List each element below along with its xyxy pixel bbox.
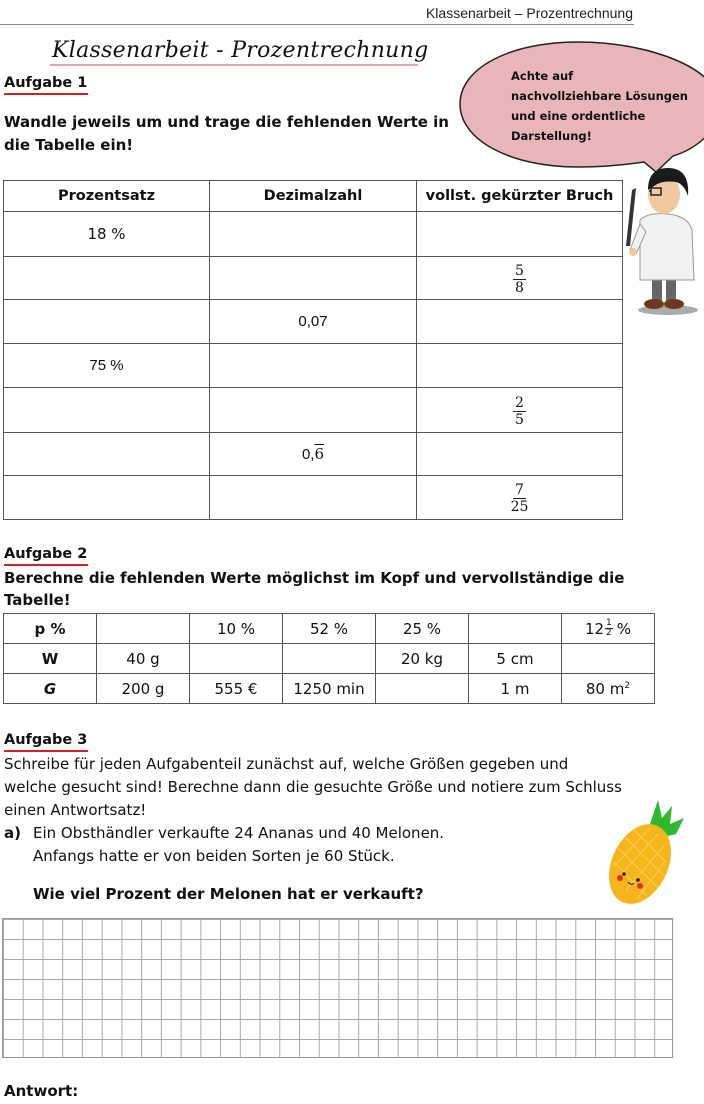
- cell-fraction[interactable]: [417, 476, 623, 520]
- fraction-numerator: 5: [515, 262, 524, 279]
- instruction-line: Wandle jeweils um und trage die fehlenden Werte in: [4, 113, 449, 131]
- table-row: [4, 344, 623, 388]
- cell-percent[interactable]: [4, 476, 210, 520]
- row-label-w: W: [4, 644, 97, 674]
- table-row: [4, 388, 623, 433]
- mixed-whole: 12: [584, 619, 605, 638]
- pineapple-illustration-icon: [598, 798, 688, 910]
- speech-bubble-text: [511, 66, 688, 146]
- task3-heading: Aufgabe 3: [4, 732, 88, 748]
- task1-heading-underline: [4, 93, 88, 95]
- cell-w[interactable]: [190, 644, 283, 674]
- col-header-fraction: vollst. gekürzter Bruch: [417, 181, 623, 212]
- decimal-prefix: 0,: [301, 446, 315, 463]
- table-row: [4, 212, 623, 257]
- running-header: Klassenarbeit – Prozentrechnung: [425, 5, 633, 21]
- cell-p[interactable]: [97, 614, 190, 644]
- cell-percent[interactable]: [4, 433, 210, 476]
- table-row: [4, 257, 623, 300]
- bubble-line: nachvollziehbare Lösungen: [511, 89, 688, 103]
- table-header-row: [4, 181, 623, 212]
- title-underline: [50, 64, 418, 66]
- cell-fraction[interactable]: [417, 388, 623, 433]
- intro-line: welche gesucht sind! Berechne dann die gesuchte Größe und notiere zum Schluss: [4, 778, 622, 796]
- cell-w[interactable]: 40 g: [97, 644, 190, 674]
- professor-illustration-icon: [618, 160, 704, 320]
- cell-decimal[interactable]: [210, 433, 417, 476]
- task1-instruction: [4, 111, 449, 157]
- header-divider: [0, 24, 634, 25]
- cell-p[interactable]: 25 %: [376, 614, 469, 644]
- instruction-line: Berechne die fehlenden Werte möglichst im Kopf und vervollständige die: [4, 569, 625, 587]
- fraction-denominator: 2: [606, 628, 612, 638]
- answer-label: Antwort:: [4, 1082, 79, 1100]
- task3-intro: [4, 753, 622, 822]
- intro-line: Schreibe für jeden Aufgabenteil zunächst auf, welche Größen gegeben und: [4, 755, 569, 773]
- area-exponent: 2: [624, 680, 631, 691]
- cell-g[interactable]: [562, 674, 655, 704]
- table-row-p: [4, 614, 655, 644]
- cell-percent[interactable]: [4, 388, 210, 433]
- fraction: [513, 263, 526, 296]
- percent-value-table: [3, 613, 655, 704]
- area-value: 80 m: [585, 679, 625, 698]
- cell-g[interactable]: [376, 674, 469, 704]
- cell-w[interactable]: [562, 644, 655, 674]
- intro-line: einen Antwortsatz!: [4, 801, 147, 819]
- cell-percent[interactable]: [4, 257, 210, 300]
- cell-g[interactable]: 1250 min: [283, 674, 376, 704]
- col-header-decimal: Dezimalzahl: [210, 181, 417, 212]
- cell-fraction[interactable]: [417, 212, 623, 257]
- fraction-numerator: 7: [515, 482, 524, 498]
- cell-g[interactable]: 1 m: [469, 674, 562, 704]
- task2-instruction: [4, 567, 624, 611]
- fraction: [513, 395, 526, 428]
- part-a-line: Anfangs hatte er von beiden Sorten je 60 Stück.: [33, 847, 395, 865]
- fraction-denominator: 25: [510, 499, 529, 515]
- cell-decimal[interactable]: 0,07: [210, 300, 417, 344]
- fraction-denominator: 5: [515, 411, 524, 428]
- cell-fraction[interactable]: [417, 433, 623, 476]
- table-row-w: [4, 644, 655, 674]
- answer-grid[interactable]: [2, 918, 673, 1058]
- task2-heading: Aufgabe 2: [4, 546, 88, 562]
- percent-unit: %: [616, 619, 632, 638]
- fraction: [509, 482, 531, 515]
- instruction-line: die Tabelle ein!: [4, 136, 134, 154]
- row-label-p: p %: [4, 614, 97, 644]
- fraction-numerator: 2: [515, 394, 524, 411]
- cell-p[interactable]: [469, 614, 562, 644]
- fraction-denominator: 8: [515, 279, 524, 296]
- table-row: [4, 300, 623, 344]
- bubble-line: Achte auf: [511, 69, 574, 83]
- mixed-number: [585, 619, 631, 638]
- fraction-numerator: 1: [606, 618, 612, 628]
- part-a-label: a): [4, 824, 21, 842]
- cell-percent[interactable]: 18 %: [4, 212, 210, 257]
- cell-percent[interactable]: 75 %: [4, 344, 210, 388]
- task1-heading: Aufgabe 1: [4, 75, 88, 91]
- cell-p[interactable]: [562, 614, 655, 644]
- conversion-table: [3, 180, 623, 520]
- repeating-digit: 6: [314, 445, 325, 463]
- bubble-line: Darstellung!: [511, 129, 592, 143]
- task3-heading-underline: [4, 750, 88, 752]
- cell-fraction[interactable]: [417, 344, 623, 388]
- cell-decimal[interactable]: [210, 476, 417, 520]
- cell-w[interactable]: 5 cm: [469, 644, 562, 674]
- cell-decimal[interactable]: [210, 257, 417, 300]
- part-a-text: [33, 822, 444, 868]
- cell-p[interactable]: 10 %: [190, 614, 283, 644]
- table-row: [4, 433, 623, 476]
- cell-g[interactable]: 200 g: [97, 674, 190, 704]
- table-row-g: [4, 674, 655, 704]
- task2-heading-underline: [4, 564, 88, 566]
- table-row: [4, 476, 623, 520]
- col-header-percent: Prozentsatz: [4, 181, 210, 212]
- cell-w[interactable]: 20 kg: [376, 644, 469, 674]
- bubble-line: und eine ordentliche: [511, 109, 646, 123]
- cell-fraction[interactable]: [417, 300, 623, 344]
- cell-p[interactable]: 52 %: [283, 614, 376, 644]
- cell-w[interactable]: [283, 644, 376, 674]
- cell-g[interactable]: 555 €: [190, 674, 283, 704]
- page-title: Klassenarbeit - Prozentrechnung: [52, 38, 429, 63]
- part-a-line: Ein Obsthändler verkaufte 24 Ananas und 40 Melonen.: [33, 824, 445, 842]
- cell-decimal[interactable]: [210, 212, 417, 257]
- row-label-g: G: [4, 674, 97, 704]
- cell-fraction[interactable]: [417, 257, 623, 300]
- mixed-fraction: [605, 619, 613, 638]
- cell-percent[interactable]: [4, 300, 210, 344]
- cell-decimal[interactable]: [210, 344, 417, 388]
- instruction-line: Tabelle!: [4, 591, 71, 609]
- part-a-question: Wie viel Prozent der Melonen hat er verkauft?: [33, 885, 424, 903]
- cell-decimal[interactable]: [210, 388, 417, 433]
